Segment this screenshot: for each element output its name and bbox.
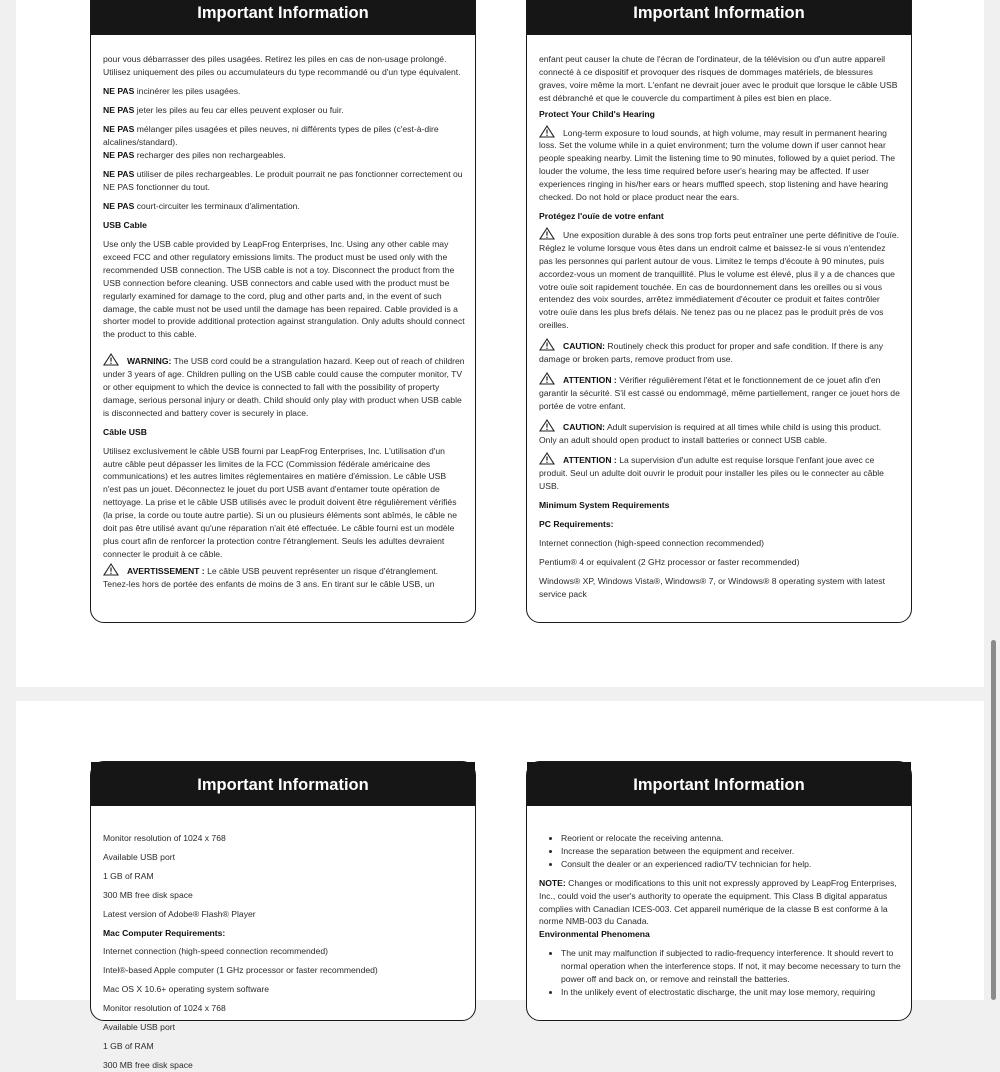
attention-check-paragraph: ATTENTION : Vérifier régulièrement l'état et le fonctionnement de ce jouet afin d'en garantir la sécurité. S'il est cassé ou endommagé, même partiellement, ranger ce jouet hors de portée de votre enfant. [539, 372, 901, 413]
cable-usb-heading: Câble USB [103, 426, 147, 437]
warning-triangle-icon [539, 227, 555, 240]
requirement-line: Available USB port [103, 851, 175, 862]
usb-cable-text: Use only the USB cable provided by LeapFrog Enterprises, Inc. Using any other cable may exceed FCC and other regulatory emissions limits. The product must be used only with the recommended USB connection. The USB cable is not a toy. Disconnect the product from the USB connection before cleaning. USB connectors and cable used with the product must be regularly examined for damage to the cord, plug and other parts and, in the event of such damage, the cable must not be used until the damage has been repaired. Cable provided is a shorter model to provide additional protection against strangulation. Only adults should connect the product to this cable. [103, 238, 465, 340]
warning-triangle-icon [539, 419, 555, 432]
document-page-1 [16, 0, 984, 687]
card-header: Important Information [91, 762, 475, 806]
pc-requirement-line: Windows® XP, Windows Vista®, Windows® 7, or Windows® 8 operating system with latest service pack [539, 575, 885, 599]
mac-requirements-heading: Mac Computer Requirements: [103, 927, 226, 938]
list-item: • Consult the dealer or an experienced radio/TV technician for help. [561, 858, 901, 871]
mac-requirement-line: Internet connection (high-speed connection recommended) [103, 946, 329, 957]
ne-pas-item: NE PAS incinérer les piles usagées. [103, 85, 241, 96]
card-body [91, 35, 475, 591]
warning-triangle-icon [539, 338, 555, 351]
warning-triangle-icon [539, 125, 555, 138]
pc-requirement-line: Pentium® 4 or equivalent (2 GHz processor or faster recommended) [539, 556, 800, 567]
requirement-line: Monitor resolution of 1024 x 768 [103, 833, 226, 843]
ne-pas-item: NE PAS jeter les piles au feu car elles peuvent exploser ou fuir. [103, 104, 344, 115]
battery-disposal-text: pour vous débarrasser des piles usagées. Retirez les piles en cas de non-usage prolongé. Utilisez uniquement des piles ou accumulateurs du type recommandé ou d'un type équivalent. [103, 54, 461, 77]
usb-cable-heading: USB Cable [103, 220, 147, 231]
requirement-line: 1 GB of RAM [103, 870, 154, 881]
environmental-bullet-list [539, 947, 901, 999]
scrollbar-thumb[interactable] [991, 640, 996, 1000]
info-card-1 [90, 0, 476, 623]
ne-pas-item: NE PAS utiliser de piles rechargeables. Le produit pourrait ne pas fonctionner correctement ou NE PAS fonctionner du tout. [103, 169, 463, 193]
mac-requirement-line: Monitor resolution of 1024 x 768 [103, 1003, 226, 1014]
caution-check-paragraph: CAUTION: Routinely check this product for proper and safe condition. If there is any damage or broken parts, remove product from use. [539, 338, 901, 366]
attention-supervision-paragraph: ATTENTION : La supervision d'un adulte est requise lorsque l'enfant joue avec ce produit. Seul un adulte doit ouvrir le produit pour installer les piles ou le connecter au câble USB. [539, 452, 901, 493]
list-item: • The unit may malfunction if subjected to radio-frequency interference. It should revert to normal operation when the interference stops. If not, it may become necessary to turn the power off and back on, or remove and reinstall the batteries. [561, 947, 901, 986]
cable-usb-text: Utilisez exclusivement le câble USB fourni par LeapFrog Enterprises, Inc. L'utilisation d'un autre câble peut dépasser les limites de la FCC (Commission fédérale américaine des communications) et les autres limites réglementaires en matière d'émission. Le câble USB n'est pas un jouet. Déconnectez le jouet du port USB avant d'entamer toute opération de nettoyage. La prise et le câble USB utilisés avec le produit doivent être régulièrement vérifiés (la prise, la corde ou toute autre partie). Si un ou plusieurs éléments sont abîmés, le câble ne doit pas être utilisé avant qu'une réparation n'ait été effectuée. Le câble fourni est un modèle plus court afin de renforcer la protection contre l'étranglement. Seuls les adultes devraient connecter le produit à ce câble. [103, 445, 457, 559]
pc-requirement-line: Internet connection (high-speed connection recommended) [539, 538, 765, 548]
caution-supervision-paragraph: CAUTION: Adult supervision is required at all times while child is using this product. Only an adult should open product to install batteries or connect USB cable. [539, 419, 901, 447]
warning-paragraph: WARNING: The USB cord could be a strangulation hazard. Keep out of reach of children under 3 years of age. Children pulling on the USB cable could cause the computer monitor, TV or other equipment to which the device is connected to fall with the possibility of property damage, serious personal injury or death. Child should only play with product when USB cable is disconnected and battery cover is securely in place. [103, 353, 465, 420]
list-item: • In the unlikely event of electrostatic discharge, the unit may lose memory, requiring [561, 986, 901, 999]
list-item: • Reorient or relocate the receiving antenna. [561, 832, 901, 845]
list-item: • Increase the separation between the equipment and receiver. [561, 845, 901, 858]
card-header: Important Information [527, 762, 911, 806]
avertissement-paragraph: AVERTISSEMENT : Le câble USB peuvent représenter un risque d'étranglement. Tenez-les hors de portée des enfants de moins de 3 ans. En tirant sur le câble USB, un [103, 563, 465, 591]
warning-triangle-icon [103, 353, 119, 366]
warning-triangle-icon [103, 563, 119, 576]
note-paragraph: NOTE: Changes or modifications to this unit not expressly approved by LeapFrog Enterprises, Inc., could void the user's authority to operate the equipment. This Class B digital apparatus complies with Canadian ICES-003. Cet appareil numérique de la classe B est conforme à la norme NMB-003 du Canada. [539, 877, 897, 927]
fcc-bullet-list [539, 832, 901, 871]
requirement-line: 300 MB free disk space [103, 889, 193, 900]
protegez-ouie-heading: Protégez l'ouïe de votre enfant [539, 210, 664, 221]
pc-requirements-heading: PC Requirements: [539, 519, 614, 530]
strangulation-text: enfant peut causer la chute de l'écran de l'ordinateur, de la télévision ou d'un autre appareil connecté à ce dispositif et provoquer des risques de dommages matériels, de blessures graves, voire même la mort. L'enfant ne devrait jouer avec le produit que lorsque le câble USB est débranché et que le couvercle du compartiment à piles est bien en place. [539, 54, 898, 103]
document-page-2 [16, 701, 984, 1070]
min-system-requirements-heading: Minimum System Requirements [539, 500, 670, 511]
hearing-paragraph: Long-term exposure to loud sounds, at high volume, may result in permanent hearing loss. Set the volume while in a quiet environment; turn the volume down if user cannot hear people speaking nearby. Limit the listening time to 90 minutes, followed by a quiet period. The louder the volume, the less time required before user's hearing may be affected. If user experiences ringing in his/her ears or hears muffled speech, stop listening and have hearing checked. Do not hold or place product near the ears. [539, 125, 901, 204]
protect-hearing-heading: Protect Your Child's Hearing [539, 108, 655, 119]
requirement-line: Latest version of Adobe® Flash® Player [103, 908, 256, 919]
info-card-3 [90, 761, 476, 1070]
warning-triangle-icon [539, 452, 555, 465]
card-header: Important Information [91, 0, 475, 35]
mac-requirement-line: Intel®-based Apple computer (1 GHz processor or faster recommended) [103, 965, 378, 976]
mac-requirement-line: 300 MB free disk space [103, 1059, 193, 1070]
ouie-paragraph: Une exposition durable à des sons trop forts peut entraîner une perte définitive de l'ouïe. Réglez le volume lorsque vous êtes dans un endroit calme et baissez-le si vous n'entendez pas les personnes qui parlent autour de vous. Limitez le temps d'écoute à 90 minutes, puis accordez-vous un moment de tranquillité. Plus le volume est élevé, plus il y a de chances que votre ouïe soit rapidement touchée. En cas de bourdonnement dans les oreilles ou si vous entendez des voix sourdes, arrêtez immédiatement d'écouter ce produit et faites contrôler votre ouïe dans les plus brefs délais. Ne tenez pas ou ne placez pas le produit près de vos oreilles. [539, 227, 901, 332]
card-body [527, 806, 911, 999]
ne-pas-item: NE PAS court-circuiter les terminaux d'alimentation. [103, 201, 300, 212]
ne-pas-item: NE PAS mélanger piles usagées et piles neuves, ni différents types de piles (c'est-à-dire alcalines/standard). [103, 123, 439, 147]
card-body [91, 806, 475, 1072]
ne-pas-item: NE PAS recharger des piles non rechargeables. [103, 150, 286, 161]
mac-requirement-line: Available USB port [103, 1022, 175, 1033]
card-body [527, 35, 911, 601]
info-card-2 [526, 0, 912, 623]
card-header: Important Information [527, 0, 911, 35]
mac-requirement-line: Mac OS X 10.6+ operating system software [103, 984, 269, 995]
warning-triangle-icon [539, 372, 555, 385]
environmental-heading: Environmental Phenomena [539, 929, 650, 940]
mac-requirement-line: 1 GB of RAM [103, 1040, 154, 1051]
info-card-4 [526, 761, 912, 1021]
